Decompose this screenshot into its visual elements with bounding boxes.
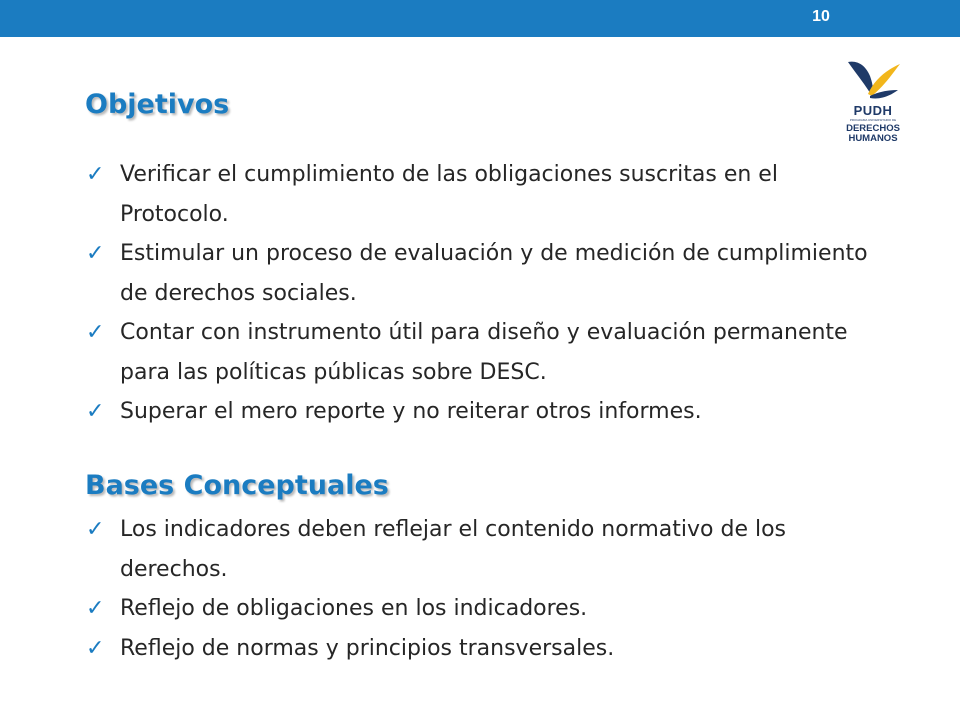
- checkmark-icon: ✓: [86, 320, 105, 345]
- list-item: [86, 629, 876, 669]
- checkmark-icon: ✓: [86, 399, 105, 424]
- heading-objetivos: Objetivos: [85, 89, 230, 120]
- page-number: 10: [812, 8, 830, 25]
- checkmark-icon: ✓: [86, 162, 105, 187]
- list-item-text: Reflejo de obligaciones en los indicadores.: [120, 596, 588, 621]
- checkmark-icon: ✓: [86, 635, 105, 661]
- pudh-logo: [842, 56, 904, 150]
- bases-list: [86, 510, 876, 668]
- list-item: [86, 234, 876, 313]
- checkmark-icon: ✓: [86, 596, 105, 621]
- list-item-text: Superar el mero reporte y no reiterar otros informes.: [120, 399, 702, 424]
- list-item: [86, 510, 876, 589]
- list-item: [86, 313, 876, 392]
- bird-emblem-icon: [842, 56, 904, 102]
- checkmark-icon: ✓: [86, 517, 105, 542]
- list-item-text: Estimular un proceso de evaluación y de medición de cumplimiento de derechos sociales.: [120, 241, 868, 306]
- header-bar: [0, 0, 960, 37]
- logo-acronym: PUDH: [853, 103, 893, 118]
- logo-line-1: DERECHOS: [846, 123, 900, 134]
- logo-line-2: HUMANOS: [848, 133, 898, 144]
- list-item: [86, 392, 876, 432]
- list-item-text: Verificar el cumplimiento de las obligaciones suscritas en el Protocolo.: [120, 162, 778, 227]
- list-item-text: Los indicadores deben reflejar el contenido normativo de los derechos.: [120, 517, 787, 582]
- list-item-text: Reflejo de normas y principios transversales.: [120, 635, 615, 661]
- logo-subtitle: PROGRAMA UNIVERSITARIO DE: [849, 119, 897, 122]
- list-item: [86, 155, 876, 234]
- heading-bases-conceptuales: Bases Conceptuales: [85, 470, 389, 501]
- list-item: [86, 589, 876, 629]
- list-item-text: Contar con instrumento útil para diseño y evaluación permanente para las políticas públicas sobre DESC.: [120, 320, 848, 385]
- checkmark-icon: ✓: [86, 241, 105, 266]
- objetivos-list: [86, 155, 876, 432]
